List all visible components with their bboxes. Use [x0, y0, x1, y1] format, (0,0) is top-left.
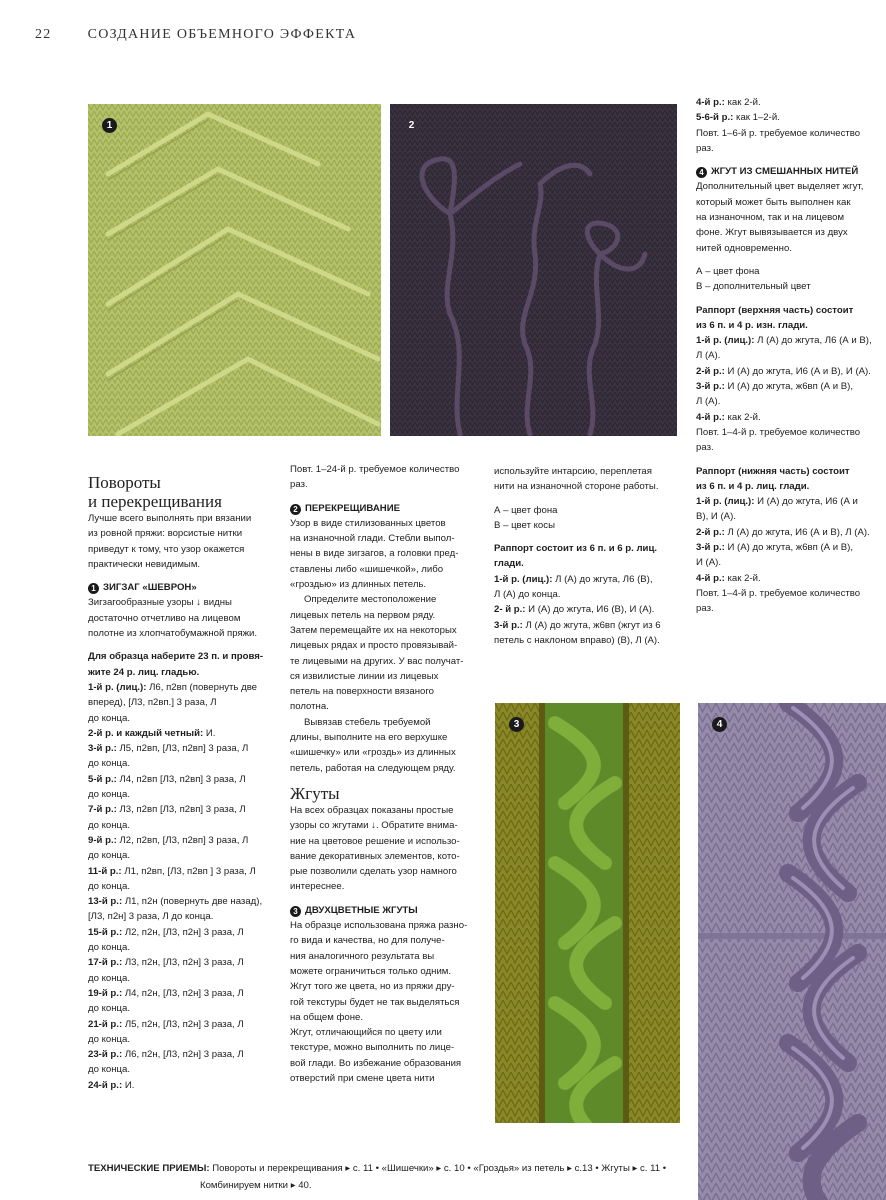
text-line: используйте интарсию, переплетая	[494, 466, 652, 477]
pattern-row: раз.	[696, 603, 714, 615]
pattern-row: до конца.	[88, 789, 131, 801]
rapport-line: Раппорт (верхняя часть) состоит	[696, 304, 854, 316]
row-list	[88, 680, 278, 1093]
pattern-row: 23-й р.: Л6, п2н, [Л3, п2н] 3 раза, Л	[88, 1049, 244, 1061]
pattern-row: Л (А).	[696, 396, 721, 408]
pattern-row: 17-й р.: Л3, п2н, [Л3, п2н] 3 раза, Л	[88, 957, 244, 969]
text-line: Определите местоположение	[304, 594, 437, 606]
text-line: лицевых рядах и просто провязывай-	[290, 640, 458, 652]
intro-line: практически невидимым.	[88, 558, 201, 570]
intro-line: Лучше всего выполнять при вязании	[88, 513, 252, 524]
pattern-row: 1-й р. (лиц.): Л (А) до жгута, Л6 (А и В),	[696, 335, 872, 347]
pattern-row: раз.	[696, 142, 714, 154]
text-line: ние на цветовое решение и использо-	[290, 835, 460, 847]
subheading-mixed-yarn: 4 ЖГУТ ИЗ СМЕШАННЫХ НИТЕЙ	[696, 164, 882, 179]
pattern-row: 13-й р.: Л1, п2н (повернуть две назад),	[88, 896, 263, 908]
pattern-row: 9-й р.: Л2, п2вп, [Л3, п2вп] 3 раза, Л	[88, 834, 249, 846]
pattern-row: 1-й р. (лиц.): Л (А) до жгута, Л6 (В),	[494, 573, 653, 585]
section-title-cables: Жгуты	[290, 783, 340, 803]
subheading-chevron: 1 ЗИГЗАГ «ШЕВРОН»	[88, 580, 278, 595]
row-list	[494, 572, 684, 648]
photo-chevron-zigzag	[88, 104, 381, 436]
rapport-line: Раппорт состоит из 6 п. и 6 р. лиц.	[494, 543, 658, 555]
section-title: Повороты	[88, 473, 161, 492]
text-line: вание декоративных элементов, кото-	[290, 850, 460, 862]
subheading-crossing: 2 ПЕРЕКРЕЩИВАНИЕ	[290, 501, 485, 516]
text-line: нитей одновременно.	[696, 242, 792, 254]
photo-number-badge: 1	[102, 118, 117, 133]
text-line: На всех образцах показаны простые	[290, 804, 454, 816]
pattern-row: 5-6-й р.: как 1–2-й.	[696, 112, 780, 124]
pattern-row: раз.	[696, 442, 714, 454]
green-knit-swatch	[88, 104, 381, 436]
footer-line: Повороты и перекрещивания ▸ с. 11 • «Шишечки» ▸ с. 10 • «Гроздья» из петель ▸ с.13 • Жгуты ▸ с. 11 •	[209, 1163, 667, 1174]
text-line: рые позволили сделать узор намного	[290, 866, 457, 878]
cable-knit-swatch	[495, 703, 680, 1123]
rapport-line: из 6 п. и 4 р. изн. глади.	[696, 319, 808, 331]
text-line: го вида и качества, но для получе-	[290, 935, 445, 947]
pattern-row: до конца.	[88, 942, 131, 954]
pattern-row: 1-й р. (лиц.): И (А) до жгута, И6 (А и	[696, 496, 858, 508]
pattern-row: 2-й р. и каждый четный: И.	[88, 727, 216, 739]
pattern-row: 3-й р.: Л (А) до жгута, ж6вп (жгут из 6	[494, 619, 661, 631]
text-line: Узор в виде стилизованных цветов	[290, 517, 446, 529]
text-line: фоне. Жгут вывязывается из двух	[696, 227, 848, 239]
pattern-row: 24-й р.: И.	[88, 1079, 135, 1091]
photo-number-badge: 3	[509, 717, 524, 732]
text-line: нити на изнаночной стороне работы.	[494, 481, 659, 493]
color-line: В – дополнительный цвет	[696, 281, 811, 293]
column-2	[290, 462, 485, 1086]
text-line: длины, выполните на его верхушке	[290, 732, 448, 744]
row-list	[696, 494, 882, 616]
pattern-row: 4-й р.: как 2-й.	[696, 97, 761, 108]
text-line: на общем фоне.	[290, 1011, 364, 1023]
pattern-row: до конца.	[88, 972, 131, 984]
pattern-row: до конца.	[88, 712, 131, 724]
pattern-row: И (А).	[696, 557, 722, 569]
page-number: 22	[35, 27, 52, 42]
pattern-row: до конца.	[88, 850, 131, 862]
pattern-row: 4-й р.: как 2-й.	[696, 411, 761, 423]
pattern-row: вперед), [Л3, п2вп.] 3 раза, Л	[88, 697, 217, 709]
text-line: «гроздью» из длинных петель.	[290, 579, 427, 591]
column-4	[696, 95, 882, 617]
pattern-row: до конца.	[88, 758, 131, 770]
text-line: который может быть выполнен как	[696, 196, 851, 208]
desc-line: достаточно отчетливо на лицевом	[88, 612, 241, 624]
text-line: Дополнительный цвет выделяет жгут,	[696, 181, 864, 193]
rapport-line: из 6 п. и 4 р. лиц. глади.	[696, 480, 810, 492]
text-line: узоры со жгутами ↓. Обратите внима-	[290, 820, 458, 832]
pattern-row: до конца.	[88, 819, 131, 831]
header-title: СОЗДАНИЕ ОБЪЕМНОГО ЭФФЕКТА	[87, 27, 357, 42]
pattern-row: В), И (А).	[696, 511, 736, 523]
text-line: текстуре, можно выполнить по лице-	[290, 1042, 455, 1054]
text-line: вой глади. Во избежание образования	[290, 1057, 462, 1069]
pattern-row: до конца.	[88, 1003, 131, 1015]
text-line: ния аналогичного результата вы	[290, 950, 435, 962]
pattern-row: 2-й р.: Л (А) до жгута, И6 (А и В), Л (А).	[696, 526, 870, 538]
pattern-row: до конца.	[88, 1033, 131, 1045]
pattern-row: 5-й р.: Л4, п2вп [Л3, п2вп] 3 раза, Л	[88, 773, 246, 785]
text-line: Жгут, отличающийся по цвету или	[290, 1027, 442, 1039]
text-line: ся извилистые линии из лицевых	[290, 670, 439, 682]
intro-line: из ровной пряжи: ворсистые нитки	[88, 528, 243, 540]
text-line: «шишечку» или «гроздь» из длинных	[290, 747, 456, 759]
text-line: Жгут того же цвета, но из пряжи дру-	[290, 981, 455, 993]
text-line: те лицевыми на других. У вас получат-	[290, 655, 464, 667]
photo-number-badge: 2	[408, 120, 415, 131]
text-line: на изнаночной глади. Стебли выпол-	[290, 533, 455, 545]
footer-lead: ТЕХНИЧЕСКИЕ ПРИЕМЫ:	[88, 1163, 210, 1174]
photo-crossing-flowers	[390, 104, 677, 436]
column-3	[494, 464, 684, 648]
row-list	[696, 333, 882, 455]
pattern-row: 15-й р.: Л2, п2н, [Л3, п2н] 3 раза, Л	[88, 926, 244, 938]
pattern-row: 3-й р.: Л5, п2вп, [Л3, п2вп] 3 раза, Л	[88, 743, 249, 755]
pattern-row: 2- й р.: И (А) до жгута, И6 (В), И (А).	[494, 604, 655, 616]
photo-two-color-cable	[495, 703, 680, 1123]
subheading-two-color: 3 ДВУХЦВЕТНЫЕ ЖГУТЫ	[290, 903, 485, 918]
bullet-number: 1	[88, 583, 99, 594]
text-line: Повт. 1–24-й р. требуемое количество	[290, 464, 460, 475]
rapport-line: глади.	[494, 558, 524, 570]
text-line: ставлены либо «шишечкой», либо	[290, 563, 444, 575]
pattern-row: [Л3, п2н] 3 раза, Л до конца.	[88, 911, 214, 923]
bullet-number: 3	[290, 906, 301, 917]
text-line: петель на поверхности вязаного	[290, 686, 434, 698]
desc-line: полотне из хлопчатобумажной пряжи.	[88, 628, 258, 640]
bullet-number: 2	[290, 504, 301, 515]
pattern-row: 4-й р.: как 2-й.	[696, 572, 761, 584]
section-title: и перекрещивания	[88, 492, 222, 511]
sample-line: Для образца наберите 23 п. и провя-	[88, 651, 264, 663]
pattern-row: Повт. 1–4-й р. требуемое количество	[696, 426, 861, 438]
column-1	[88, 473, 278, 1093]
pattern-row: до конца.	[88, 880, 131, 892]
pattern-row: 3-й р.: И (А) до жгута, ж6вп (А и В),	[696, 542, 854, 554]
pattern-row: 2-й р.: И (А) до жгута, И6 (А и В), И (А).	[696, 365, 871, 377]
pattern-row: Повт. 1–6-й р. требуемое количество	[696, 127, 861, 139]
pattern-row: 7-й р.: Л3, п2вп [Л3, п2вп] 3 раза, Л	[88, 804, 246, 816]
text-line: гой текстуры будет не так выделяться	[290, 996, 460, 1008]
pattern-row: петель с наклоном вправо) (В), Л (А).	[494, 634, 660, 646]
photo-number-badge: 4	[712, 717, 727, 732]
pattern-row: 3-й р.: И (А) до жгута, ж6вп (А и В),	[696, 381, 854, 393]
footer-line: Комбинируем нитки ▸ 40.	[200, 1180, 312, 1191]
text-line: раз.	[290, 479, 308, 491]
text-line: Вывязав стебель требуемой	[304, 716, 431, 728]
row-list	[696, 95, 882, 156]
sample-line: жите 24 р. лиц. гладью.	[88, 666, 200, 678]
pattern-row: Л (А) до конца.	[494, 589, 561, 601]
pattern-row: 19-й р.: Л4, п2н, [Л3, п2н] 3 раза, Л	[88, 987, 244, 999]
text-line: полотна.	[290, 701, 329, 713]
pattern-row: Л (А).	[696, 350, 721, 362]
pattern-row: 1-й р. (лиц.): Л6, п2вп (повернуть две	[88, 681, 258, 693]
text-line: на изнаночном, так и на лицевом	[696, 212, 845, 224]
desc-line: Зигзагообразные узоры ↓ видны	[88, 597, 232, 609]
text-line: можете ограничиться только одним.	[290, 965, 452, 977]
pattern-row: 21-й р.: Л5, п2н, [Л3, п2н] 3 раза, Л	[88, 1018, 244, 1030]
running-header	[35, 27, 356, 43]
rapport-line: Раппорт (нижняя часть) состоит	[696, 465, 850, 477]
text-line: отверстий при смене цвета нити	[290, 1072, 435, 1084]
techniques-footer	[88, 1160, 688, 1194]
color-line: А – цвет фона	[494, 504, 558, 516]
photo-mixed-yarn-cable	[698, 703, 886, 1200]
pattern-row: Повт. 1–4-й р. требуемое количество	[696, 587, 861, 599]
text-line: На образце использована пряжа разно-	[290, 920, 468, 932]
text-line: нены в виде зигзагов, а головки пред-	[290, 548, 459, 560]
color-line: А – цвет фона	[696, 265, 760, 277]
text-line: лицевых петель на первом ряду.	[290, 609, 436, 621]
text-line: Затем перемещайте их на некоторых	[290, 624, 457, 636]
pattern-row: 11-й р.: Л1, п2вп, [Л3, п2вп ] 3 раза, Л	[88, 865, 256, 877]
color-line: В – цвет косы	[494, 519, 555, 531]
bullet-number: 4	[696, 167, 707, 178]
text-line: интереснее.	[290, 881, 345, 893]
pattern-row: до конца.	[88, 1064, 131, 1076]
lavender-knit-swatch	[698, 703, 886, 1200]
purple-knit-swatch	[390, 104, 677, 436]
text-line: петель, работая на следующем ряду.	[290, 762, 456, 774]
intro-line: приведут к тому, что узор окажется	[88, 543, 245, 555]
